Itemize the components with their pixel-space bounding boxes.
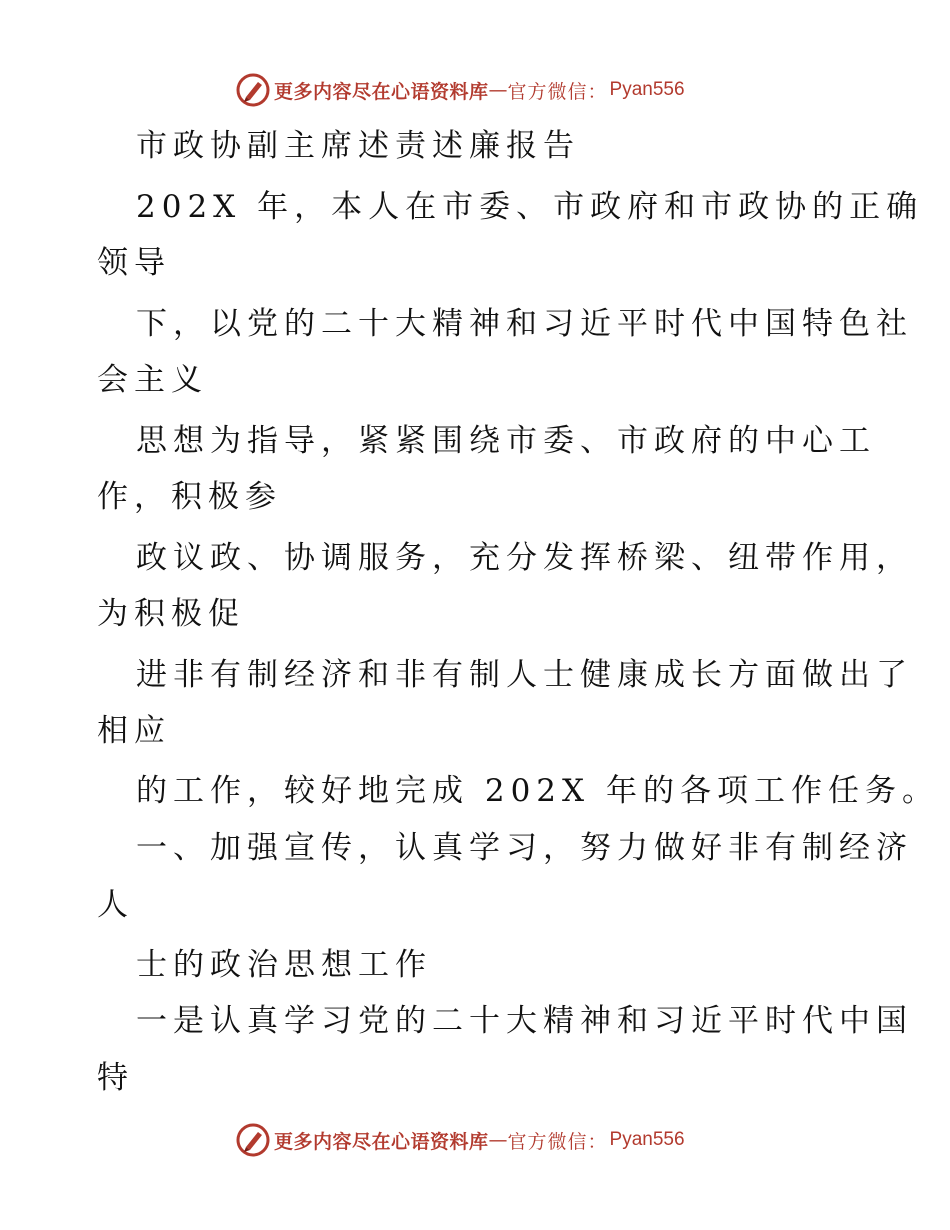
text-line: 领导 <box>97 245 171 281</box>
text-line: 202X 年，本人在市委、市政府和市政协的正确 <box>136 189 924 225</box>
text-line: 一是认真学习党的二十大精神和习近平时代中国 <box>136 1003 913 1039</box>
text-line: 相应 <box>97 713 171 749</box>
text-line: 特 <box>97 1060 134 1096</box>
banner-wechat-id: Pyan556 <box>609 79 685 100</box>
footer-banner <box>236 1120 716 1160</box>
section-heading-line: 一、加强宣传，认真学习，努力做好非有制经济 <box>136 830 913 866</box>
banner-separator: — <box>488 79 508 101</box>
banner-wechat-label: 官方微信： <box>507 1130 608 1153</box>
text-line: 的工作，较好地完成 202X 年的各项工作任务。 <box>136 773 939 809</box>
banner-wechat-id: Pyan556 <box>609 1129 685 1150</box>
banner-slogan: 更多内容尽在心语资料库 <box>274 1130 489 1153</box>
banner-slogan: 更多内容尽在心语资料库 <box>274 80 489 103</box>
text-line: 政议政、协调服务，充分发挥桥梁、纽带作用， <box>136 540 913 576</box>
document-title: 市政协副主席述责述廉报告 <box>136 128 580 164</box>
text-line: 为积极促 <box>97 596 245 632</box>
text-line: 下，以党的二十大精神和习近平时代中国特色社 <box>136 306 913 342</box>
banner-wechat-label: 官方微信： <box>507 80 608 103</box>
pen-logo-icon <box>236 1123 270 1157</box>
text-line: 进非有制经济和非有制人士健康成长方面做出了 <box>136 657 913 693</box>
text-line: 思想为指导，紧紧围绕市委、市政府的中心工 <box>136 423 876 459</box>
section-heading-line: 人 <box>97 887 134 923</box>
text-line: 作，积极参 <box>97 479 282 515</box>
banner-separator: — <box>488 1129 508 1151</box>
text-line: 会主义 <box>97 362 208 398</box>
pen-logo-icon <box>236 73 270 107</box>
header-banner <box>236 70 716 110</box>
section-heading-line: 士的政治思想工作 <box>136 947 432 983</box>
